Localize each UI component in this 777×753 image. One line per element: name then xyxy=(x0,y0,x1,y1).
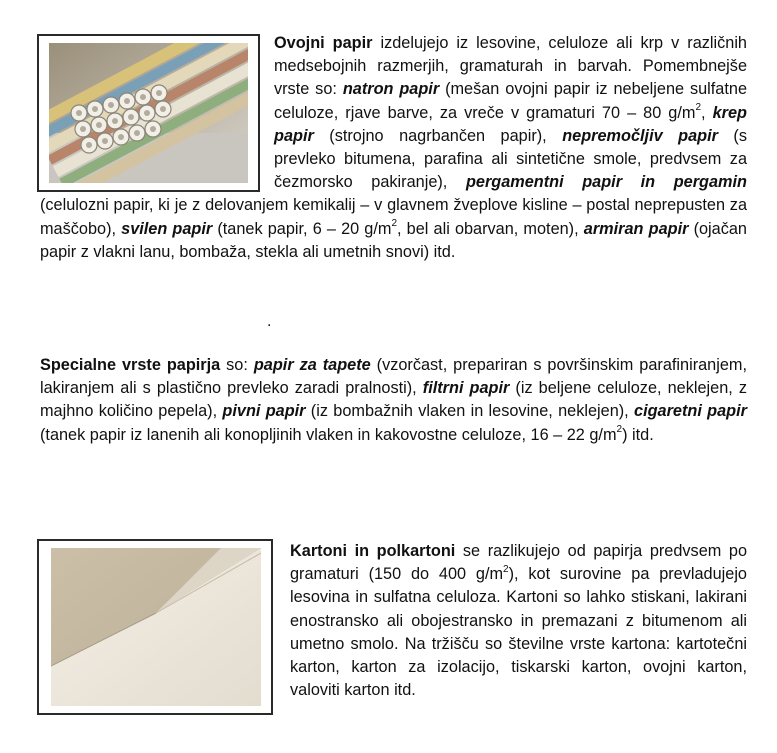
text-span: se razlikujejo od papirja predvsem po gramaturi (150 do 400 g/m xyxy=(290,542,747,584)
superscript: 2 xyxy=(391,218,398,230)
text-span: (tanek papir, 6 – 20 g/m xyxy=(212,219,392,238)
term-specialne-vrste: Specialne vrste papirja xyxy=(40,356,221,374)
term-kartoni-in-polkartoni: Kartoni in polkartoni xyxy=(290,542,456,560)
term-svilen-papir: svilen papir xyxy=(121,219,213,238)
text-span: izdelujejo iz lesovine, celuloze ali krp v različnih medsebojnih razmerjih, gramaturah in barvah. Pomembnejše vrste so: xyxy=(274,34,747,99)
text-span: (strojno nagrbančen papir), xyxy=(313,126,563,145)
term-papir-za-tapete: papir za tapete xyxy=(253,356,371,374)
wrapping-paper-paragraph xyxy=(40,32,747,264)
text-span: (tanek papir iz lanenih ali konopljinih vlaken in kakovostne celuloze, 16 – 22 g/m xyxy=(40,425,617,444)
text-span: , xyxy=(701,103,713,122)
term-armiran-papir: armiran papir xyxy=(583,219,689,238)
term-nepremocljiv-papir: nepremočljiv papir xyxy=(562,126,718,145)
term-pergamentni-papir: pergamentni papir in pergamin xyxy=(465,173,747,192)
stray-dot: . xyxy=(267,313,272,330)
cardboard-illustration xyxy=(51,548,261,706)
text-span: (celulozni papir, ki je z delovanjem kemikalij – v glavnem žveplove kisline – postal neprepusten za maščobo), xyxy=(40,196,747,238)
text-span: (mešan ovojni papir iz nebeljene sulfatne celuloze, rjave barve, za vreče v gramaturi 70 – 80 g/m xyxy=(274,80,747,122)
text-span: (iz bombažnih vlaken in lesovine, neklejen), xyxy=(305,402,635,421)
text-span: (vzorčast, prepariran s površinskim parafiniranjem, lakiranjem ali s plastično prevleko zaradi pralnosti), xyxy=(40,356,747,398)
image-spacer xyxy=(40,32,274,190)
text-span: (ojačan papir z vlakni lanu, bombaža, stekla ali umetnih snovi) itd. xyxy=(40,219,747,261)
cardboard-paragraph xyxy=(290,540,747,702)
term-pivni-papir: pivni papir xyxy=(222,402,306,421)
superscript: 2 xyxy=(503,563,509,575)
text-span: ), kot surovine pa prevladujejo lesovina in sulfatna celuloza. Kartoni so lahko stiskani, lakirani enostransko ali obojestransko in premazani z bitumenom ali umetno smolo. Na tržišču so številne vrste kartona: kartotečni karton, karton za izolacijo, tiskarski karton, ovojni karton, valoviti karton itd. xyxy=(290,565,747,700)
term-krep-papir: krep papir xyxy=(274,103,747,145)
cardboard-photo xyxy=(37,539,273,715)
term-natron-papir: natron papir xyxy=(342,80,440,99)
special-paper-paragraph xyxy=(40,354,747,447)
text-span: ) itd. xyxy=(622,425,654,444)
term-ovojni-papir: Ovojni papir xyxy=(274,34,373,52)
text-span: , bel ali obarvan, moten), xyxy=(397,219,584,238)
text-span: (s prevleko bitumena, parafina ali sintetične smole, predvsem za čezmorsko pakiranje), xyxy=(274,126,747,192)
superscript: 2 xyxy=(695,102,702,114)
text-span: so: xyxy=(220,356,254,374)
term-cigaretni-papir: cigaretni papir xyxy=(634,402,747,421)
superscript: 2 xyxy=(616,424,623,436)
term-filtrni-papir: filtrni papir xyxy=(422,379,510,398)
text-span: (iz beljene celuloze, neklejen, z majhno količino pepela), xyxy=(40,379,747,421)
